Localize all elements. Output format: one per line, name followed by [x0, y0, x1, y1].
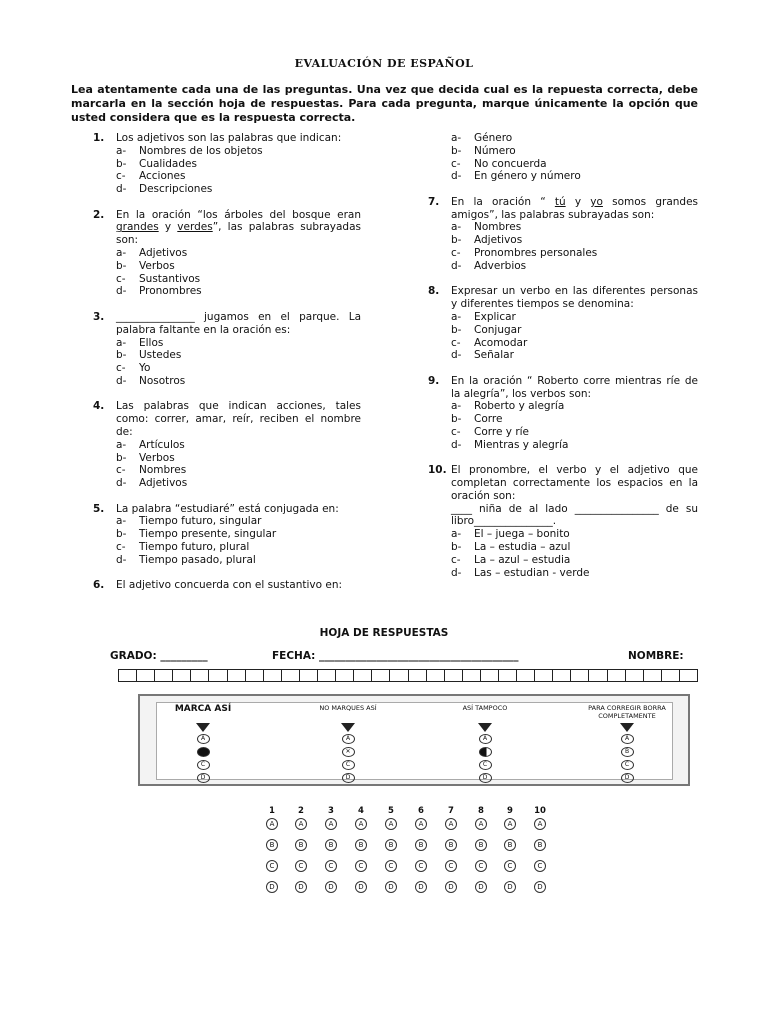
- answer-bubble[interactable]: B: [325, 839, 337, 851]
- question-number: 2.: [93, 208, 105, 221]
- arrow-down-icon: [478, 723, 492, 732]
- filled-bubble-icon: [197, 747, 210, 757]
- answer-bubble[interactable]: D: [504, 881, 516, 893]
- option: b- Verbos: [116, 259, 175, 272]
- question-sentence: ____ niña de al lado ________________ de su libro_______________.: [451, 502, 698, 528]
- answer-column-4: 4 A B C D: [354, 806, 368, 902]
- crossed-bubble-icon: ✕: [342, 747, 355, 757]
- question-number: 10.: [428, 464, 447, 477]
- answer-column-6: 6 A B C D: [414, 806, 428, 902]
- questions-left-column: [93, 132, 361, 605]
- option: d- Pronombres: [116, 285, 202, 298]
- option: b- Ustedes: [116, 349, 182, 362]
- question-number: 3.: [93, 310, 105, 323]
- bubble-icon: B: [621, 747, 634, 757]
- answer-column-10: 10 A B C D: [534, 806, 546, 891]
- bubble-icon: C: [197, 760, 210, 770]
- question-number: 4.: [93, 400, 105, 413]
- option: a- Adjetivos: [116, 247, 188, 260]
- answer-bubble[interactable]: C: [475, 860, 487, 872]
- arrow-down-icon: [620, 723, 634, 732]
- answer-bubble[interactable]: A: [295, 818, 307, 830]
- bubble-icon: D: [197, 773, 210, 783]
- bubble-icon: A: [479, 734, 492, 744]
- page-title: EVALUACIÓN DE ESPAÑOL: [294, 57, 474, 70]
- answer-bubble[interactable]: A: [415, 818, 427, 830]
- question-stem: Los adjetivos son las palabras que indican:: [116, 132, 342, 144]
- bubble-icon: C: [342, 760, 355, 770]
- answer-bubble[interactable]: C: [415, 860, 427, 872]
- answer-bubble[interactable]: B: [266, 839, 278, 851]
- answer-column-5: 5 A B C D: [384, 806, 398, 902]
- option: a- Nombres de los objetos: [116, 144, 263, 157]
- option: a- Ellos: [116, 336, 164, 349]
- option: d- Señalar: [451, 349, 514, 362]
- marking-instructions-panel: [138, 694, 690, 786]
- option: c- Acciones: [116, 170, 186, 183]
- answer-bubble[interactable]: A: [266, 818, 278, 830]
- option: c- Sustantivos: [116, 272, 201, 285]
- answer-bubble[interactable]: B: [445, 839, 457, 851]
- answer-column-3: 3 A B C D: [324, 806, 338, 902]
- option: a- Nombres: [451, 221, 522, 234]
- answer-column-7: 7 A B C D: [444, 806, 458, 902]
- answer-bubble[interactable]: B: [504, 839, 516, 851]
- answer-bubble[interactable]: B: [415, 839, 427, 851]
- question-6-options: [451, 132, 698, 183]
- bubble-icon: A: [197, 734, 210, 744]
- option: d- En género y número: [451, 170, 581, 183]
- question-stem: El pronombre, el verbo y el adjetivo que completan correctamente los espacios en la oración son:: [451, 464, 698, 502]
- answer-bubble[interactable]: D: [445, 881, 457, 893]
- option: c- Pronombres personales: [451, 247, 598, 260]
- answer-column-1: 1 A B C D: [265, 806, 279, 902]
- bubble-icon: A: [621, 734, 634, 744]
- question-7: [428, 196, 698, 273]
- answer-bubble[interactable]: C: [385, 860, 397, 872]
- arrow-down-icon: [196, 723, 210, 732]
- option: b- Corre: [451, 413, 503, 426]
- answer-bubble[interactable]: D: [475, 881, 487, 893]
- question-number: 8.: [428, 285, 440, 298]
- option: d- Adjetivos: [116, 477, 188, 490]
- option: b- Número: [451, 144, 516, 157]
- option: d- Tiempo pasado, plural: [116, 553, 256, 566]
- answer-bubble[interactable]: B: [355, 839, 367, 851]
- answer-bubble[interactable]: C: [504, 860, 516, 872]
- option: d- Adverbios: [451, 259, 527, 272]
- option: c- Tiempo futuro, plural: [116, 541, 250, 554]
- answer-bubble[interactable]: C: [266, 860, 278, 872]
- bubble-icon: C: [621, 760, 634, 770]
- option: b- Verbos: [116, 451, 175, 464]
- answer-bubble[interactable]: B: [295, 839, 307, 851]
- question-stem: El adjetivo concuerda con el sustantivo en:: [116, 579, 343, 592]
- questions-right-column: [428, 132, 698, 592]
- half-filled-bubble-icon: [479, 747, 492, 757]
- name-letter-grid[interactable]: [118, 669, 698, 682]
- option: a- Explicar: [451, 310, 516, 323]
- bubble-icon: C: [479, 760, 492, 770]
- answer-bubble[interactable]: A: [385, 818, 397, 830]
- instructions-paragraph: Lea atentamente cada una de las preguntas. Una vez que decida cual es la repuesta correcta, debe marcarla en la sección hoja de respuestas. Para cada pregunta, marque únicamente la opción que usted considera que es la respuesta correcta.: [71, 83, 698, 124]
- option: b- Adjetivos: [451, 234, 523, 247]
- bubble-icon: D: [479, 773, 492, 783]
- option: a- El – juega – bonito: [451, 528, 570, 541]
- answer-column-8: 8 A B C D: [474, 806, 488, 902]
- fecha-field[interactable]: FECHA: ______________________________________: [272, 650, 519, 662]
- question-stem: Las palabras que indican acciones, tales como: correr, amar, reír, reciben el nombre de:: [116, 400, 361, 438]
- arrow-down-icon: [341, 723, 355, 732]
- instruction-not-this-either: ASÍ TAMPOCO A C D: [462, 704, 508, 781]
- answer-bubble[interactable]: D: [415, 881, 427, 893]
- nombre-label: NOMBRE:: [628, 650, 684, 662]
- answer-bubble[interactable]: B: [385, 839, 397, 851]
- question-number: 1.: [93, 132, 105, 144]
- option: c- Yo: [116, 362, 151, 375]
- grado-field[interactable]: GRADO: _________: [110, 650, 208, 662]
- instruction-mark-correct: MARCA ASÍ A C D: [174, 704, 232, 781]
- question-5: [93, 503, 361, 567]
- answer-bubble[interactable]: A: [325, 818, 337, 830]
- option: c- La – azul – estudia: [451, 553, 571, 566]
- bubble-icon: D: [621, 773, 634, 783]
- option: d- Mientras y alegría: [451, 438, 569, 451]
- question-4: [93, 400, 361, 490]
- option: d- Las – estudian - verde: [451, 566, 590, 579]
- question-10: [428, 464, 698, 579]
- question-3: [93, 311, 361, 388]
- option: c- Corre y ríe: [451, 426, 530, 438]
- question-1: [93, 132, 361, 196]
- question-stem: En la oración “los árboles del bosque eran grandes y verdes”, las palabras subrayadas son:: [116, 208, 362, 247]
- question-stem: En la oración “ tú y yo somos grandes amigos”, las palabras subrayadas son:: [451, 195, 698, 221]
- answer-bubble[interactable]: D: [355, 881, 367, 893]
- bubble-icon: A: [342, 734, 355, 744]
- option: b- Cualidades: [116, 157, 197, 170]
- option: d- Nosotros: [116, 374, 186, 387]
- instruction-erase-completely: PARA CORREGIR BORRA COMPLETAMENTE A B C D: [588, 704, 666, 781]
- answer-bubble[interactable]: B: [534, 839, 546, 851]
- answer-bubble[interactable]: D: [266, 881, 278, 893]
- answer-bubble[interactable]: A: [504, 818, 516, 830]
- answer-bubble[interactable]: D: [295, 881, 307, 893]
- option: c- Nombres: [116, 464, 187, 477]
- answer-bubble[interactable]: C: [325, 860, 337, 872]
- answer-bubble[interactable]: C: [295, 860, 307, 872]
- answer-bubble[interactable]: A: [445, 818, 457, 830]
- answer-bubble[interactable]: D: [385, 881, 397, 893]
- question-number: 5.: [93, 502, 105, 515]
- answer-bubble[interactable]: D: [534, 881, 546, 893]
- question-number: 7.: [428, 195, 440, 208]
- question-number: 6.: [93, 579, 105, 592]
- question-8: [428, 285, 698, 362]
- question-9: [428, 375, 698, 452]
- answer-bubble[interactable]: A: [475, 818, 487, 830]
- option: a- Tiempo futuro, singular: [116, 515, 262, 528]
- option: d- Descripciones: [116, 183, 213, 196]
- option: a- Género: [451, 132, 513, 144]
- answer-bubble[interactable]: A: [355, 818, 367, 830]
- option: b- Conjugar: [451, 323, 522, 336]
- question-stem: Expresar un verbo en las diferentes personas y diferentes tiempos se denomina:: [451, 285, 698, 311]
- answer-bubble[interactable]: C: [534, 860, 546, 872]
- option: c- No concuerda: [451, 157, 547, 170]
- question-6: [93, 579, 361, 592]
- bubble-icon: D: [342, 773, 355, 783]
- option: a- Artículos: [116, 438, 185, 451]
- answer-bubble[interactable]: D: [325, 881, 337, 893]
- question-number: 9.: [428, 374, 440, 387]
- option: b- La – estudia – azul: [451, 541, 571, 554]
- answer-column-9: 9 A B C D: [503, 806, 517, 902]
- answer-bubble[interactable]: C: [355, 860, 367, 872]
- answer-column-2: 2 A B C D: [294, 806, 308, 902]
- question-stem: _______________ jugamos en el parque. La palabra faltante en la oración es:: [116, 310, 361, 336]
- option: a- Roberto y alegría: [451, 400, 565, 413]
- option: b- Tiempo presente, singular: [116, 528, 277, 541]
- answer-bubble[interactable]: B: [475, 839, 487, 851]
- answer-bubble[interactable]: A: [534, 818, 546, 830]
- option: c- Acomodar: [451, 336, 528, 349]
- answer-bubble[interactable]: C: [445, 860, 457, 872]
- question-stem: En la oración “ Roberto corre mientras ríe de la alegría”, los verbos son:: [451, 374, 698, 400]
- answer-sheet-title: HOJA DE RESPUESTAS: [319, 627, 449, 639]
- instruction-do-not-mark: NO MARQUES ASÍ A ✕ C D: [319, 704, 377, 781]
- question-2: [93, 209, 361, 299]
- question-stem: La palabra “estudiaré” está conjugada en:: [116, 502, 339, 515]
